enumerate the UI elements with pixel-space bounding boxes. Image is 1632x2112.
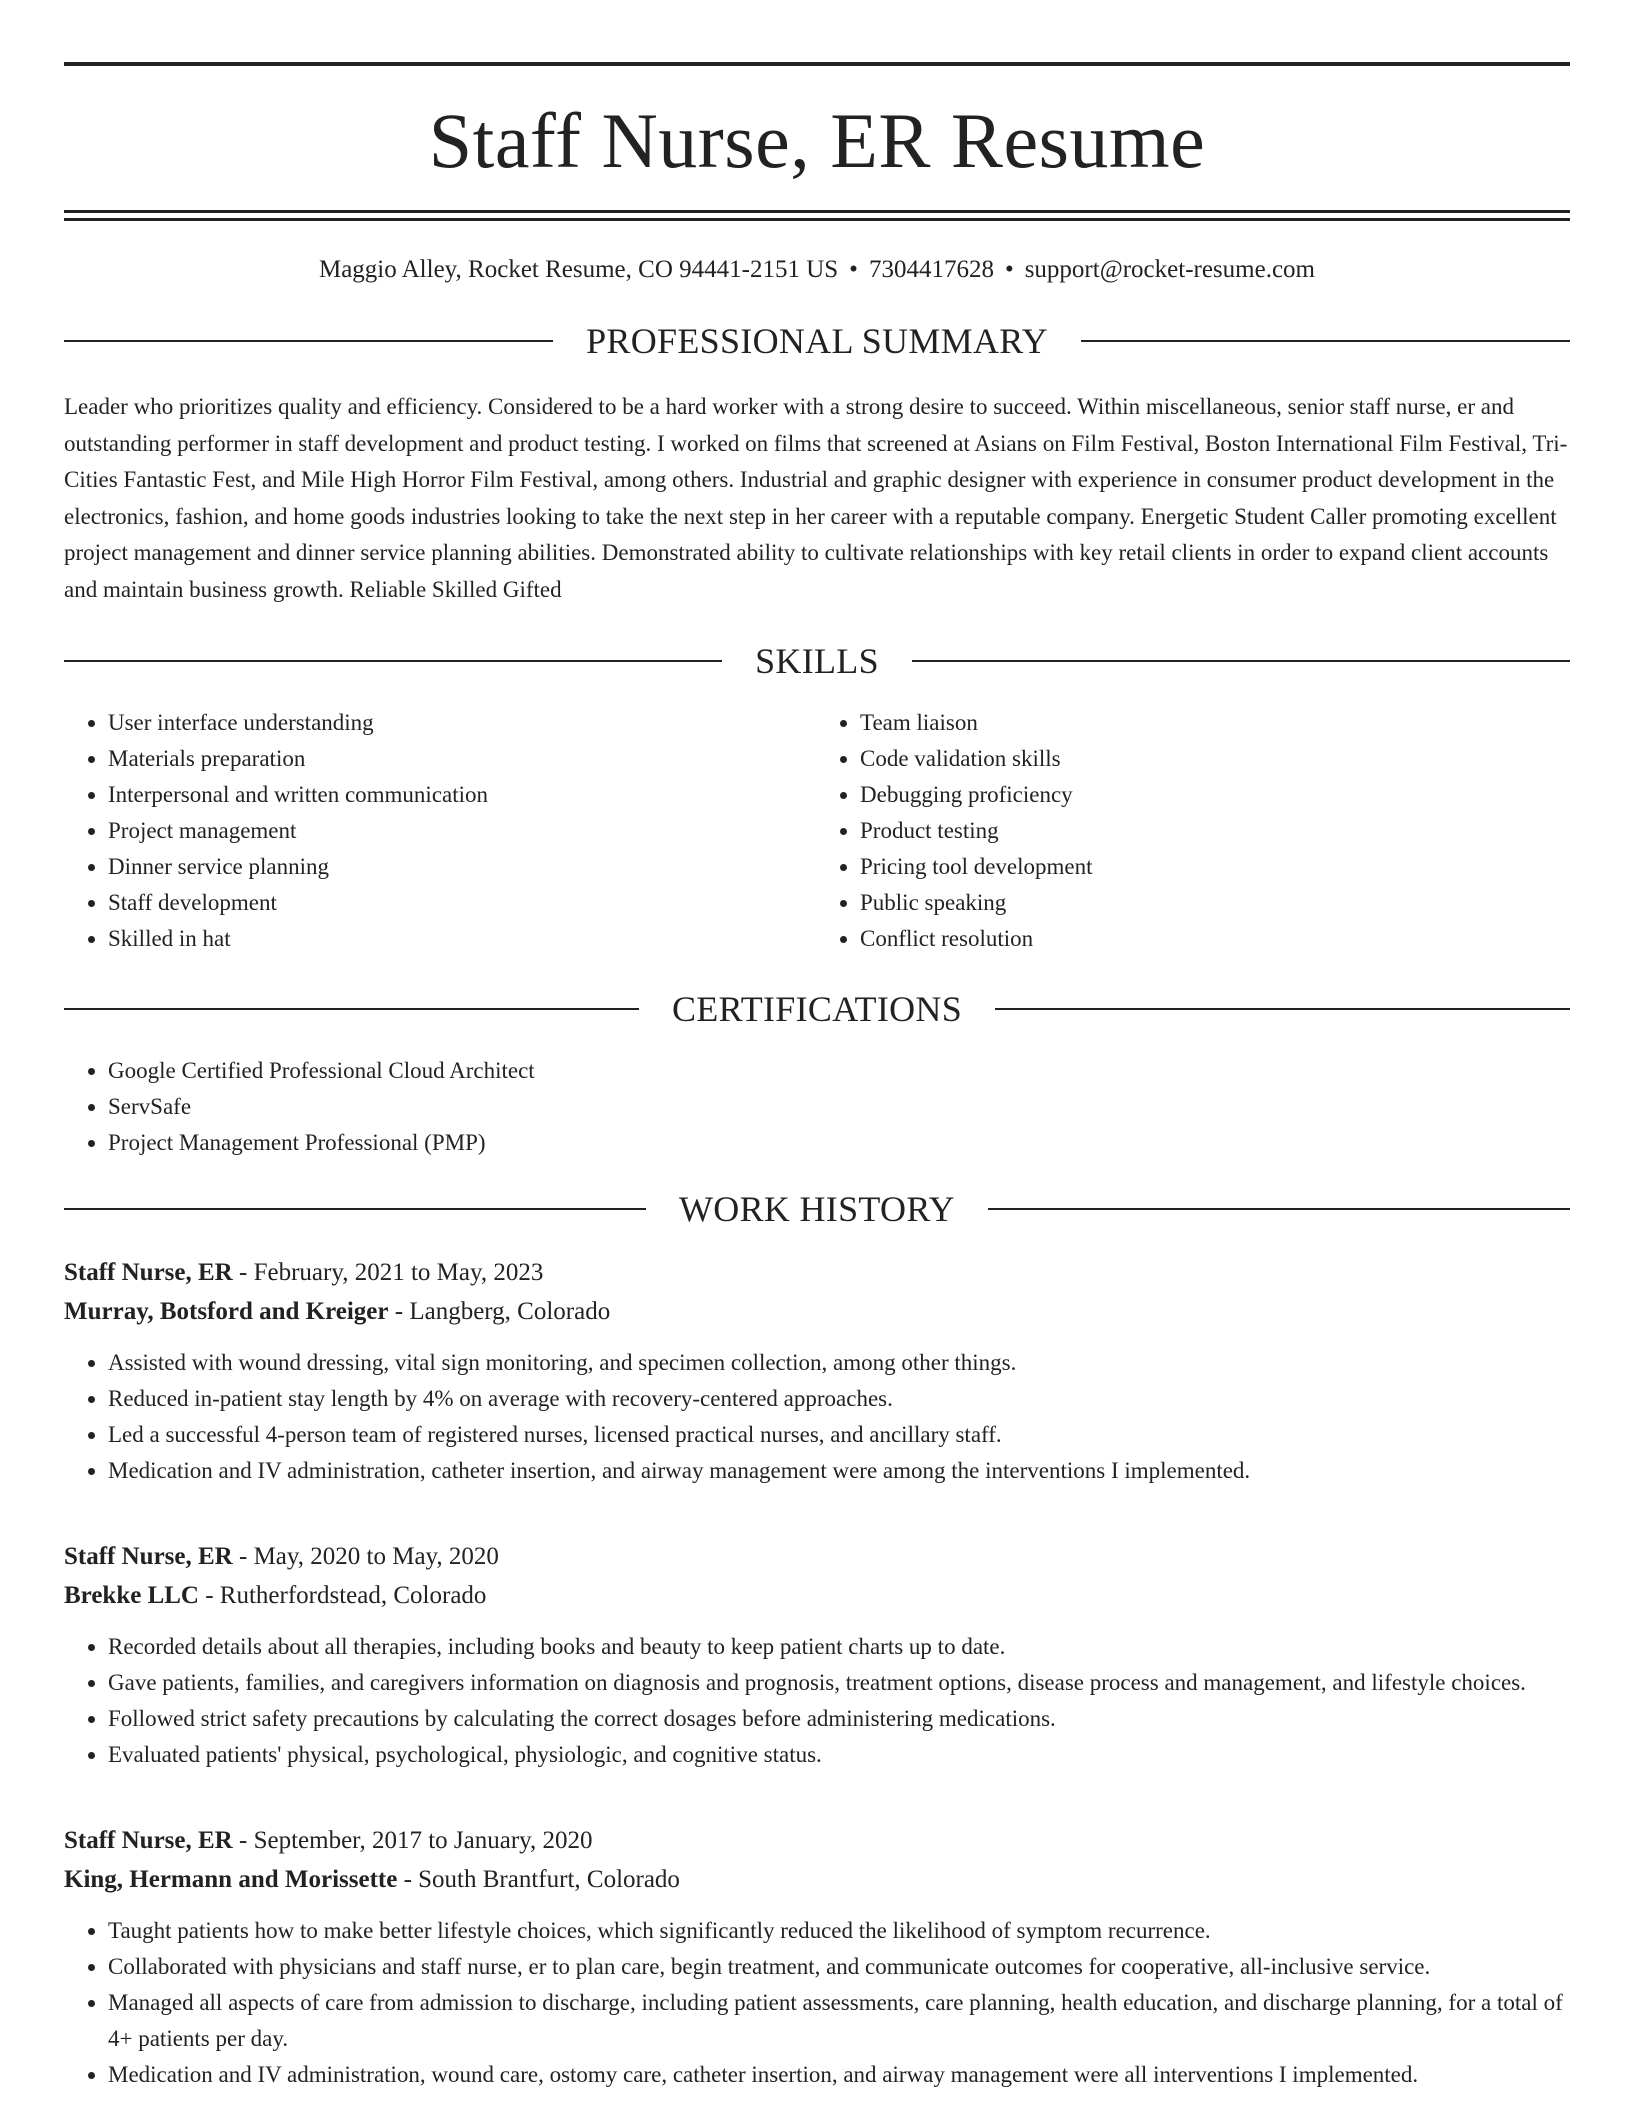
work-history-heading-label: WORK HISTORY <box>679 1188 955 1229</box>
skill-item: • Code validation skills <box>860 741 1570 777</box>
contact-address: Maggio Alley, Rocket Resume, CO 94441-2151 US <box>318 256 839 283</box>
job-title: Staff Nurse, ER <box>64 1826 233 1854</box>
job-bullets <box>64 1913 1570 2093</box>
skills-list-right <box>817 705 1570 957</box>
job-company-line <box>64 1576 1570 1615</box>
heading-rule <box>912 660 1570 662</box>
job-company-line <box>64 1860 1570 1899</box>
job-company: King, Hermann and Morissette <box>64 1865 398 1893</box>
job-bullet: • Collaborated with physicians and staff nurse, er to plan care, begin treatment, and communicate outcomes for cooperative, all-inclusive service. <box>108 1949 1570 1985</box>
resume-title: Staff Nurse, ER Resume <box>428 97 1206 184</box>
job-bullet: • Gave patients, families, and caregivers information on diagnosis and prognosis, treatment options, disease process and management, and lifestyle choices. <box>108 1665 1570 1701</box>
job-title: Staff Nurse, ER <box>64 1258 233 1286</box>
work-history-heading <box>64 1188 1570 1229</box>
certification-item: • Project Management Professional (PMP) <box>108 1125 1570 1161</box>
heading-rule <box>995 1008 1570 1010</box>
skill-item: • Skilled in hat <box>108 921 817 957</box>
certifications-heading <box>64 988 1570 1029</box>
certifications <box>64 1053 1570 1161</box>
skill-item: • Project management <box>108 813 817 849</box>
job-location: - Rutherfordstead, Colorado <box>198 1581 487 1609</box>
skill-item: • Pricing tool development <box>860 849 1570 885</box>
heading-rule <box>64 660 722 662</box>
contact-separator: • <box>849 256 858 283</box>
skill-item: • Public speaking <box>860 885 1570 921</box>
job-title-line <box>64 1253 1570 1292</box>
job-bullet: • Followed strict safety precautions by calculating the correct dosages before administering medications. <box>108 1701 1570 1737</box>
summary-heading-label: PROFESSIONAL SUMMARY <box>586 321 1048 361</box>
contact-phone: 7304417628 <box>868 256 994 283</box>
job-bullet: • Medication and IV administration, wound care, ostomy care, catheter insertion, and airway management were all interventions I implemented. <box>108 2057 1570 2093</box>
job-title-line <box>64 1821 1570 1860</box>
job-bullet: • Evaluated patients' physical, psychological, physiologic, and cognitive status. <box>108 1737 1570 1773</box>
job-title-line <box>64 1537 1570 1576</box>
contact-email: support@rocket-resume.com <box>1024 256 1315 283</box>
certification-item: • ServSafe <box>108 1089 1570 1125</box>
heading-rule <box>64 1008 639 1010</box>
job-bullet: • Managed all aspects of care from admission to discharge, including patient assessments, care planning, health education, and discharge planning, for a total of 4+ patients per day. <box>108 1985 1570 2057</box>
job-location: - Langberg, Colorado <box>388 1297 611 1325</box>
job-location: - South Brantfurt, Colorado <box>397 1865 680 1893</box>
skills-heading-label: SKILLS <box>755 640 879 681</box>
summary-text: Leader who prioritizes quality and efficiency. Considered to be a hard worker with a strong desire to succeed. Within miscellaneous, senior staff nurse, er and outstanding performer in staff development and product testing. I worked on films that screened at Asians on Film Festival, Boston International Film Festival, Tri-Cities Fantastic Fest, and Mile High Horror Film Festival, among others. Industrial and graphic designer with experience in consumer product development in the electronics, fashion, and home goods industries looking to take the next step in her career with a reputable company. Energetic Student Caller promoting excellent project management and dinner service planning abilities. Demonstrated ability to cultivate relationships with key retail clients in order to expand client accounts and maintain business growth. Reliable Skilled Gifted <box>64 394 1568 602</box>
certifications-heading-label: CERTIFICATIONS <box>671 988 963 1029</box>
job-bullet: • Assisted with wound dressing, vital sign monitoring, and specimen collection, among other things. <box>108 1345 1570 1381</box>
job-bullet: • Taught patients how to make better lifestyle choices, which significantly reduced the likelihood of symptom recurrence. <box>108 1913 1570 1949</box>
job-entry <box>64 1821 1570 2093</box>
job-bullets <box>64 1345 1570 1489</box>
job-title: Staff Nurse, ER <box>64 1542 233 1570</box>
certifications-list <box>64 1053 1570 1161</box>
top-rule <box>64 62 1570 66</box>
skills-column-right <box>817 705 1570 957</box>
contact-line <box>64 255 1570 285</box>
heading-rule <box>1081 340 1570 342</box>
skill-item: • Conflict resolution <box>860 921 1570 957</box>
skill-item: • Debugging proficiency <box>860 777 1570 813</box>
skill-item: • User interface understanding <box>108 705 817 741</box>
job-bullet: • Reduced in-patient stay length by 4% on average with recovery-centered approaches. <box>108 1381 1570 1417</box>
summary-heading <box>64 323 1570 359</box>
skill-item: • Interpersonal and written communication <box>108 777 817 813</box>
skill-item: • Product testing <box>860 813 1570 849</box>
job-entry <box>64 1253 1570 1489</box>
job-company: Brekke LLC <box>64 1581 199 1609</box>
heading-rule <box>64 340 553 342</box>
job-company-line <box>64 1292 1570 1331</box>
title-double-rule <box>64 210 1570 221</box>
skills-column-left <box>64 705 817 957</box>
job-bullets <box>64 1629 1570 1773</box>
skills-columns <box>64 705 1570 957</box>
skill-item: • Dinner service planning <box>108 849 817 885</box>
job-dates: - September, 2017 to January, 2020 <box>232 1826 593 1854</box>
resume-page <box>64 62 1570 2093</box>
job-bullet: • Medication and IV administration, catheter insertion, and airway management were among the interventions I implemented. <box>108 1453 1570 1489</box>
job-dates: - February, 2021 to May, 2023 <box>232 1258 544 1286</box>
skills-heading <box>64 640 1570 681</box>
certification-item: • Google Certified Professional Cloud Architect <box>108 1053 1570 1089</box>
skill-item: • Staff development <box>108 885 817 921</box>
skill-item: • Team liaison <box>860 705 1570 741</box>
job-entry <box>64 1537 1570 1773</box>
skills-list-left <box>64 705 817 957</box>
job-bullet: • Led a successful 4-person team of registered nurses, licensed practical nurses, and ancillary staff. <box>108 1417 1570 1453</box>
job-bullet: • Recorded details about all therapies, including books and beauty to keep patient charts up to date. <box>108 1629 1570 1665</box>
contact-separator: • <box>1004 256 1014 283</box>
heading-rule <box>988 1208 1570 1210</box>
job-dates: - May, 2020 to May, 2020 <box>232 1542 499 1570</box>
job-company: Murray, Botsford and Kreiger <box>64 1297 389 1325</box>
skill-item: • Materials preparation <box>108 741 817 777</box>
heading-rule <box>64 1208 646 1210</box>
